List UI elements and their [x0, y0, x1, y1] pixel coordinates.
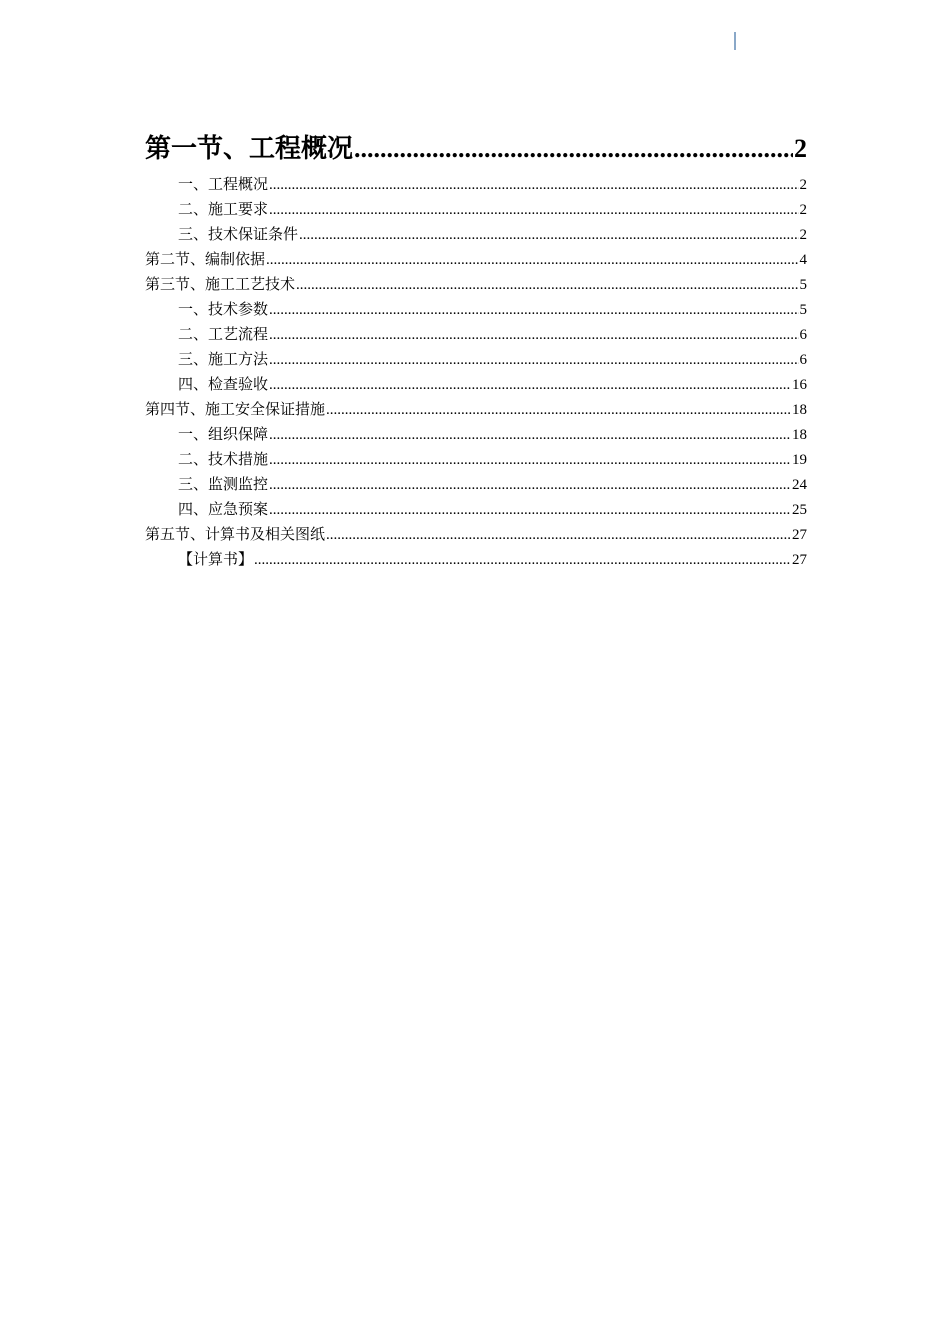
- toc-dot-leader: [354, 130, 793, 168]
- toc-entry-subsection[interactable]: [145, 173, 807, 198]
- toc-entry-page: 5: [799, 277, 807, 293]
- toc-entry-page: 19: [792, 452, 807, 468]
- toc-entry-page: 4: [799, 252, 807, 268]
- toc-entry-label: 三、技术保证条件: [178, 227, 299, 243]
- toc-entry-subsection[interactable]: [145, 298, 807, 323]
- toc-entry-label: 一、工程概况: [178, 177, 269, 193]
- toc-entry-page: 18: [792, 427, 807, 443]
- toc-entry-page: 2: [799, 202, 807, 218]
- toc-dot-leader: [269, 348, 798, 373]
- toc-entry-label: 四、应急预案: [178, 502, 269, 518]
- toc-entry-label: 第三节、施工工艺技术: [145, 277, 296, 293]
- toc-entry-label: 第一节、工程概况: [145, 134, 354, 163]
- toc-dot-leader: [269, 373, 791, 398]
- toc-entry-section-4[interactable]: [145, 398, 807, 423]
- toc-entry-page: 18: [792, 402, 807, 418]
- toc-entry-section-2[interactable]: [145, 248, 807, 273]
- toc-entry-subsection[interactable]: [145, 323, 807, 348]
- toc-dot-leader: [269, 298, 798, 323]
- toc-entry-subsection[interactable]: [145, 198, 807, 223]
- toc-entry-page: 25: [792, 502, 807, 518]
- toc-entry-page: 2: [794, 134, 807, 163]
- toc-entry-subsection[interactable]: [145, 498, 807, 523]
- toc-entry-section-1[interactable]: [145, 130, 807, 168]
- toc-entry-page: 16: [792, 377, 807, 393]
- toc-dot-leader: [296, 273, 798, 298]
- toc-dot-leader: [269, 423, 791, 448]
- toc-entry-page: 2: [799, 227, 807, 243]
- toc-entry-subsection[interactable]: [145, 448, 807, 473]
- toc-entry-label: 第二节、编制依据: [145, 252, 266, 268]
- toc-entry-label: 四、检查验收: [178, 377, 269, 393]
- toc-entry-page: 27: [792, 552, 807, 568]
- toc-entry-subsection[interactable]: [145, 223, 807, 248]
- toc-dot-leader: [269, 473, 791, 498]
- toc-entry-subsection[interactable]: [145, 348, 807, 373]
- toc-dot-leader: [254, 548, 791, 573]
- toc-entry-page: 27: [792, 527, 807, 543]
- toc-entry-page: 6: [799, 327, 807, 343]
- toc-entry-page: 5: [799, 302, 807, 318]
- toc-entry-page: 2: [799, 177, 807, 193]
- toc-dot-leader: [326, 398, 791, 423]
- toc-entry-label: 三、施工方法: [178, 352, 269, 368]
- text-cursor-mark: [734, 32, 736, 50]
- toc-dot-leader: [269, 448, 791, 473]
- toc-entry-label: 三、监测监控: [178, 477, 269, 493]
- toc-entry-label: 二、施工要求: [178, 202, 269, 218]
- toc-entry-subsection[interactable]: [145, 473, 807, 498]
- toc-entry-calculation-book[interactable]: [145, 548, 807, 573]
- toc-entry-label: 第五节、计算书及相关图纸: [145, 527, 326, 543]
- table-of-contents: [145, 130, 807, 573]
- toc-entry-section-5[interactable]: [145, 523, 807, 548]
- toc-dot-leader: [326, 523, 791, 548]
- toc-entry-label: 二、技术措施: [178, 452, 269, 468]
- toc-dot-leader: [269, 498, 791, 523]
- toc-dot-leader: [269, 173, 798, 198]
- toc-entry-section-3[interactable]: [145, 273, 807, 298]
- toc-dot-leader: [266, 248, 798, 273]
- toc-entry-label: 一、组织保障: [178, 427, 269, 443]
- toc-entry-page: 24: [792, 477, 807, 493]
- toc-entry-label: 一、技术参数: [178, 302, 269, 318]
- toc-entry-label: 二、工艺流程: [178, 327, 269, 343]
- toc-entry-subsection[interactable]: [145, 373, 807, 398]
- toc-entry-subsection[interactable]: [145, 423, 807, 448]
- toc-dot-leader: [269, 323, 798, 348]
- toc-entry-label: 第四节、施工安全保证措施: [145, 402, 326, 418]
- toc-dot-leader: [269, 198, 798, 223]
- toc-entry-label: 【计算书】: [178, 552, 254, 568]
- toc-dot-leader: [299, 223, 798, 248]
- toc-entry-page: 6: [799, 352, 807, 368]
